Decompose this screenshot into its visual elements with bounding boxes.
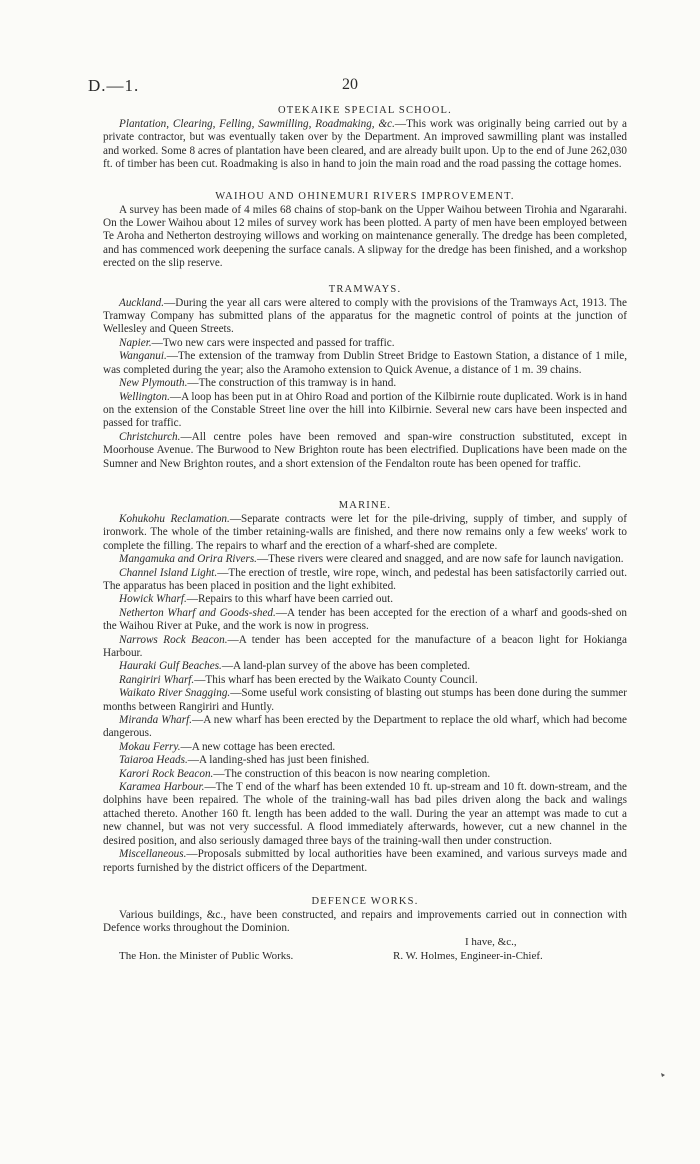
paragraph-text: —Separate contracts were let for the pile-driving, supply of timber, and supply of ironwork. The whole of the timber retaining-walls are finished, and there now remains only a few weeks' work to complete the filling. The repairs to wharf and the erection of a wharf-shed are complete. — [103, 512, 627, 552]
page-header — [0, 76, 700, 96]
paragraph-text: —A new wharf has been erected by the Department to replace the old wharf, which had become dangerous. — [103, 714, 627, 740]
paragraph-lead: Miscellaneous. — [119, 848, 187, 861]
paragraph-text: —Proposals submitted by local authorities have been examined, and various surveys made and reports furnished by the district officers of the Department. — [103, 848, 627, 874]
paragraph — [103, 687, 627, 714]
paragraph-lead: New Plymouth. — [119, 377, 188, 390]
section-marine — [103, 499, 627, 875]
section-heading: WAIHOU AND OHINEMURI RIVERS IMPROVEMENT. — [215, 190, 515, 202]
paragraph-text: —The erection of trestle, wire rope, winch, and pedestal has been satisfactorily carried out. The apparatus has been placed in position and the light exhibited. — [103, 566, 628, 592]
signature: R. W. Holmes, Engineer-in-Chief. — [393, 949, 543, 962]
paragraph — [103, 391, 627, 431]
paragraph — [103, 204, 627, 271]
salutation: I have, &c., — [465, 935, 517, 948]
paragraph-lead: Netherton Wharf and Goods-shed. — [119, 606, 276, 619]
paragraph — [103, 754, 627, 767]
paragraph-lead: Taiaroa Heads. — [119, 754, 188, 767]
paragraph-text: —This wharf has been erected by the Waikato County Council. — [194, 673, 478, 686]
section-heading: DEFENCE WORKS. — [311, 895, 419, 907]
section-defence — [103, 895, 627, 936]
paragraph-text: —A tender has been accepted for the manufacture of a beacon light for Hokianga Harbour. — [103, 633, 627, 659]
paragraph — [103, 674, 627, 687]
paragraph-lead: Wellington. — [119, 390, 170, 403]
paragraph — [103, 567, 627, 594]
paragraph-lead: Wanganui. — [119, 350, 167, 363]
paragraph-text: A survey has been made of 4 miles 68 chains of stop-bank on the Upper Waihou between Tirohia and Ngararahi. On the Lower Waihou about 12 miles of survey work has been plotted. A party of men have been employed between Te Aroha and Netherton destroying willows and working on maintenance generally. The dredge has been completed, and has commenced work deepening the surface canals. A slipway for the dredge has been finished, and a workshop erected on the slip reserve. — [103, 203, 627, 270]
paragraph — [103, 607, 627, 634]
paragraph-text: —The construction of this beacon is now nearing completion. — [213, 767, 491, 780]
paragraph-text: —Some useful work consisting of blasting out stumps has been done during the summer months between Rangiriri and Huntly. — [103, 687, 627, 713]
paragraph-text: —During the year all cars were altered to comply with the provisions of the Tramways Act, 1913. The Tramway Company has submitted plans of the apparatus for the magnetic control of points at the junction of Wellesley and Queen Streets. — [103, 296, 627, 336]
paragraph-lead: Channel Island Light. — [119, 566, 218, 579]
paragraph — [103, 593, 627, 606]
document-body — [103, 104, 627, 964]
paragraph-lead: Christchurch. — [119, 430, 181, 443]
section-heading: MARINE. — [338, 499, 392, 511]
paragraph-text: —A landing-shed has just been finished. — [187, 754, 370, 767]
paragraph-text: —These rivers were cleared and snagged, and are now safe for launch navigation. — [256, 553, 624, 566]
paragraph-text: —The construction of this tramway is in hand. — [187, 377, 397, 390]
paragraph-text: —Repairs to this wharf have been carried out. — [186, 593, 394, 606]
paragraph — [103, 118, 627, 172]
document-reference: D.—1. — [88, 76, 140, 95]
paragraph-lead: Auckland. — [119, 296, 165, 309]
paragraph — [103, 848, 627, 875]
paragraph — [103, 909, 627, 936]
paragraph-lead: Karamea Harbour. — [119, 781, 205, 794]
paragraph-text: —This work was originally being carried out by a private contractor, but was eventually taken over by the Department. An improved sawmilling plant was installed and worked. Some 8 acres of plantation have been cleared, and are already built upon. Up to the end of June 262,030 ft. of timber has been cut. Roadmaking is also in hand to join the main road and the road passing the cottage homes. — [103, 118, 627, 171]
closing-block — [103, 936, 627, 964]
section-heading: OTEKAIKE SPECIAL SCHOOL. — [278, 105, 452, 116]
paragraph-lead: Kohukohu Reclamation. — [119, 512, 230, 525]
paragraph-text: —A new cottage has been erected. — [180, 740, 336, 753]
paragraph — [103, 714, 627, 741]
paragraph — [103, 350, 627, 377]
page-number: 20 — [342, 76, 358, 93]
paragraph — [103, 634, 627, 661]
paragraph — [103, 741, 627, 754]
paragraph-lead: Hauraki Gulf Beaches. — [119, 660, 222, 673]
paragraph-lead: Howick Wharf. — [119, 593, 187, 606]
paragraph — [103, 297, 627, 337]
paragraph-text: —The T end of the wharf has been extended 10 ft. up-stream and 10 ft. down-stream, and the dolphins have been repaired. The whole of the training-wall has bad piles driven along the back and walings attached thereto. Another 160 ft. length has been added to the wall. During the year an attempt was made to cut a new channel, but was not very successful. A flood immediately afterwards, however, cut a new channel in the desired position, and also seriously damaged three bays of the training-wall then under construction. — [103, 781, 628, 847]
paragraph-text: —A tender has been accepted for the erection of a wharf and goods-shed on the Waihou River at Puke, and the work is now in progress. — [103, 606, 627, 633]
paragraph — [103, 431, 627, 471]
paragraph-lead: Karori Rock Beacon. — [119, 767, 214, 780]
section-heading: TRAMWAYS. — [328, 283, 402, 295]
paragraph-text: —Two new cars were inspected and passed for traffic. — [151, 336, 395, 349]
paragraph-text: —A land-plan survey of the above has been completed. — [221, 660, 471, 673]
paragraph-lead: Narrows Rock Beacon. — [119, 633, 228, 646]
paragraph-lead: Mangamuka and Orira Rivers. — [119, 553, 257, 566]
addressee: The Hon. the Minister of Public Works. — [119, 949, 294, 962]
paragraph-lead: Waikato River Snagging. — [119, 687, 231, 700]
paragraph — [103, 553, 627, 566]
section-tramways — [103, 283, 627, 471]
paragraph — [103, 781, 627, 848]
paragraph — [103, 513, 627, 553]
paragraph — [103, 768, 627, 781]
paragraph-text: —All centre poles have been removed and span-wire construction substituted, except in Moorhouse Avenue. The Burwood to New Brighton route has been electrified. Duplications have been made on the Sumner and New Brighton routes, and a short extension of the Fendalton route has been opened for traffic. — [103, 430, 627, 470]
section-otekaike — [103, 104, 627, 172]
section-waihou — [103, 190, 627, 271]
paragraph-text: —A loop has been put in at Ohiro Road and portion of the Kilbirnie route duplicated. Work is in hand on the extension of the Constable Street line over the hill into Kilbirnie. Several new cars have been inspected and passed for traffic. — [103, 390, 627, 430]
paragraph-lead: Mokau Ferry. — [119, 740, 181, 753]
paragraph-lead: Rangiriri Wharf. — [119, 673, 195, 686]
paragraph-lead: Plantation, Clearing, Felling, Sawmilling, Roadmaking, &c. — [119, 118, 395, 130]
paragraph-text: —The extension of the tramway from Dublin Street Bridge to Eastown Station, a distance of 1 mile, was completed during the year; also the Aramoho extension to Quick Avenue, a distance of 1 m. 39 chains. — [103, 350, 627, 376]
paragraph — [103, 377, 627, 390]
paragraph-lead: Napier. — [119, 336, 152, 349]
paragraph-text: Various buildings, &c., have been constructed, and repairs and improvements carried out in connection with Defence works throughout the Dominion. — [103, 908, 627, 935]
paragraph — [103, 337, 627, 350]
paragraph-lead: Miranda Wharf. — [119, 714, 193, 727]
paragraph — [103, 660, 627, 673]
ink-mark-icon — [660, 1072, 666, 1078]
